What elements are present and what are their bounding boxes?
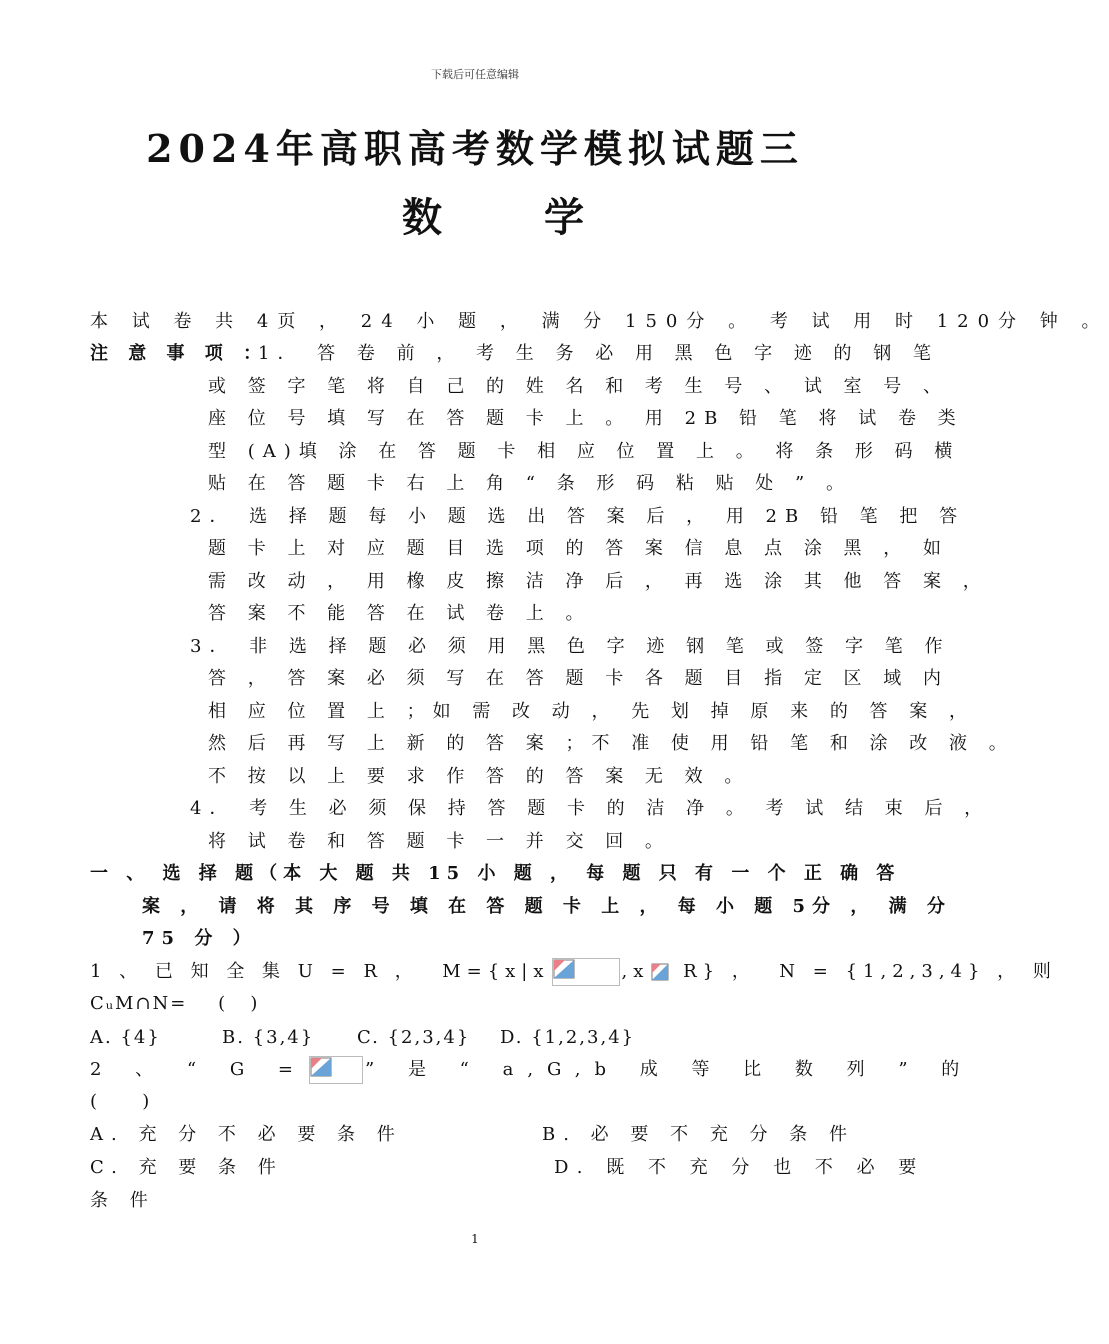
- section-heading: 一 、 选 择 题（本 大 题 共 15 小 题 ， 每 题 只 有 一 个 正 确 答: [90, 863, 901, 884]
- notice-line: 2． 选 择 题 每 小 题 选 出 答 案 后 ， 用 2B 铅 笔 把 答: [190, 506, 966, 527]
- notice-line: 需 改 动 ， 用 橡 皮 擦 洁 净 后 ， 再 选 涂 其 他 答 案 ，: [208, 571, 989, 592]
- question-2-text: ” 是 “ a,G,b 成 等 比 数 列 ” 的: [365, 1059, 974, 1080]
- notice-line: 3． 非 选 择 题 必 须 用 黑 色 字 迹 钢 笔 或 签 字 笔 作: [190, 636, 951, 657]
- question-1-text: R} ， N = {1,2,3,4} ， 则: [671, 961, 1057, 982]
- question-1-text: 1 、 已 知 全 集 U = R ， M={x|x: [90, 961, 550, 982]
- page-title: 2024年高职高考数学模拟试题三: [146, 126, 804, 171]
- option-c: C. {2,3,4}: [357, 1027, 471, 1048]
- question-1-blank: CᵤM∩N= ( ): [90, 993, 260, 1014]
- option-d-continued: 条 件: [90, 1190, 156, 1211]
- section-heading: 案 ， 请 将 其 序 号 填 在 答 题 卡 上 ， 每 小 题 5分 ， 满 分: [142, 896, 952, 917]
- notice-line: 或 签 字 笔 将 自 己 的 姓 名 和 考 生 号 、 试 室 号 、: [208, 376, 949, 397]
- question-2-stem: [90, 1056, 973, 1084]
- option-b: B. 必 要 不 充 分 条 件: [542, 1124, 856, 1145]
- notice-line: 4． 考 生 必 须 保 持 答 题 卡 的 洁 净 。 考 试 结 束 后 ，: [190, 798, 991, 819]
- question-2-text: 2 、 “ G =: [90, 1059, 308, 1080]
- page-header: 下载后可任意编辑: [431, 68, 519, 81]
- notice-line: 题 卡 上 对 应 题 目 选 项 的 答 案 信 息 点 涂 黑 ， 如: [208, 538, 949, 559]
- notice-line: 型 (A)填 涂 在 答 题 卡 相 应 位 置 上 。 将 条 形 码 横: [208, 441, 961, 462]
- notice-line: 贴 在 答 题 卡 右 上 角 “ 条 形 码 粘 贴 处 ” 。: [208, 473, 852, 494]
- notice-line: 不 按 以 上 要 求 作 答 的 答 案 无 效 。: [208, 766, 751, 787]
- notice-line: 座 位 号 填 写 在 答 题 卡 上 。 用 2B 铅 笔 将 试 卷 类: [208, 408, 964, 429]
- notice-line: 将 试 卷 和 答 题 卡 一 并 交 回 。: [208, 831, 671, 852]
- notice-line: 答 案 不 能 答 在 试 卷 上 。: [208, 603, 592, 624]
- option-b: B. {3,4}: [222, 1027, 315, 1048]
- formula-image-icon: [552, 958, 620, 986]
- intro-text: 本 试 卷 共 4页 ， 24 小 题 ， 满 分 150分 。 考 试 用 时 120分 钟 。: [90, 311, 1109, 332]
- option-d: D. {1,2,3,4}: [500, 1027, 636, 1048]
- question-2-blank: ( ): [90, 1091, 157, 1112]
- notice-line: 1． 答 卷 前 ， 考 生 务 必 用 黑 色 字 迹 的 钢 笔: [258, 343, 939, 364]
- question-1-stem: [90, 958, 1057, 986]
- page-number: 1: [471, 1232, 479, 1246]
- formula-image-icon: [651, 963, 669, 981]
- question-1-text: ,x: [621, 961, 650, 982]
- option-c: C. 充 要 条 件: [90, 1157, 284, 1178]
- notice-line: 然 后 再 写 上 新 的 答 案 ；不 准 使 用 铅 笔 和 涂 改 液 。: [208, 733, 1015, 754]
- notice-label: 注 意 事 项 ：: [90, 343, 269, 364]
- notice-line: 答 ， 答 案 必 须 写 在 答 题 卡 各 题 目 指 定 区 域 内: [208, 668, 949, 689]
- option-a: A. 充 分 不 必 要 条 件: [90, 1124, 403, 1145]
- section-heading: 75 分 ）: [142, 928, 258, 949]
- option-d: D. 既 不 充 分 也 不 必 要: [554, 1157, 926, 1178]
- page-subtitle: 数 学: [402, 194, 628, 241]
- formula-image-icon: [309, 1056, 363, 1084]
- notice-line: 相 应 位 置 上 ；如 需 改 动 ， 先 划 掉 原 来 的 答 案 ，: [208, 701, 975, 722]
- option-a: A. {4}: [90, 1027, 161, 1048]
